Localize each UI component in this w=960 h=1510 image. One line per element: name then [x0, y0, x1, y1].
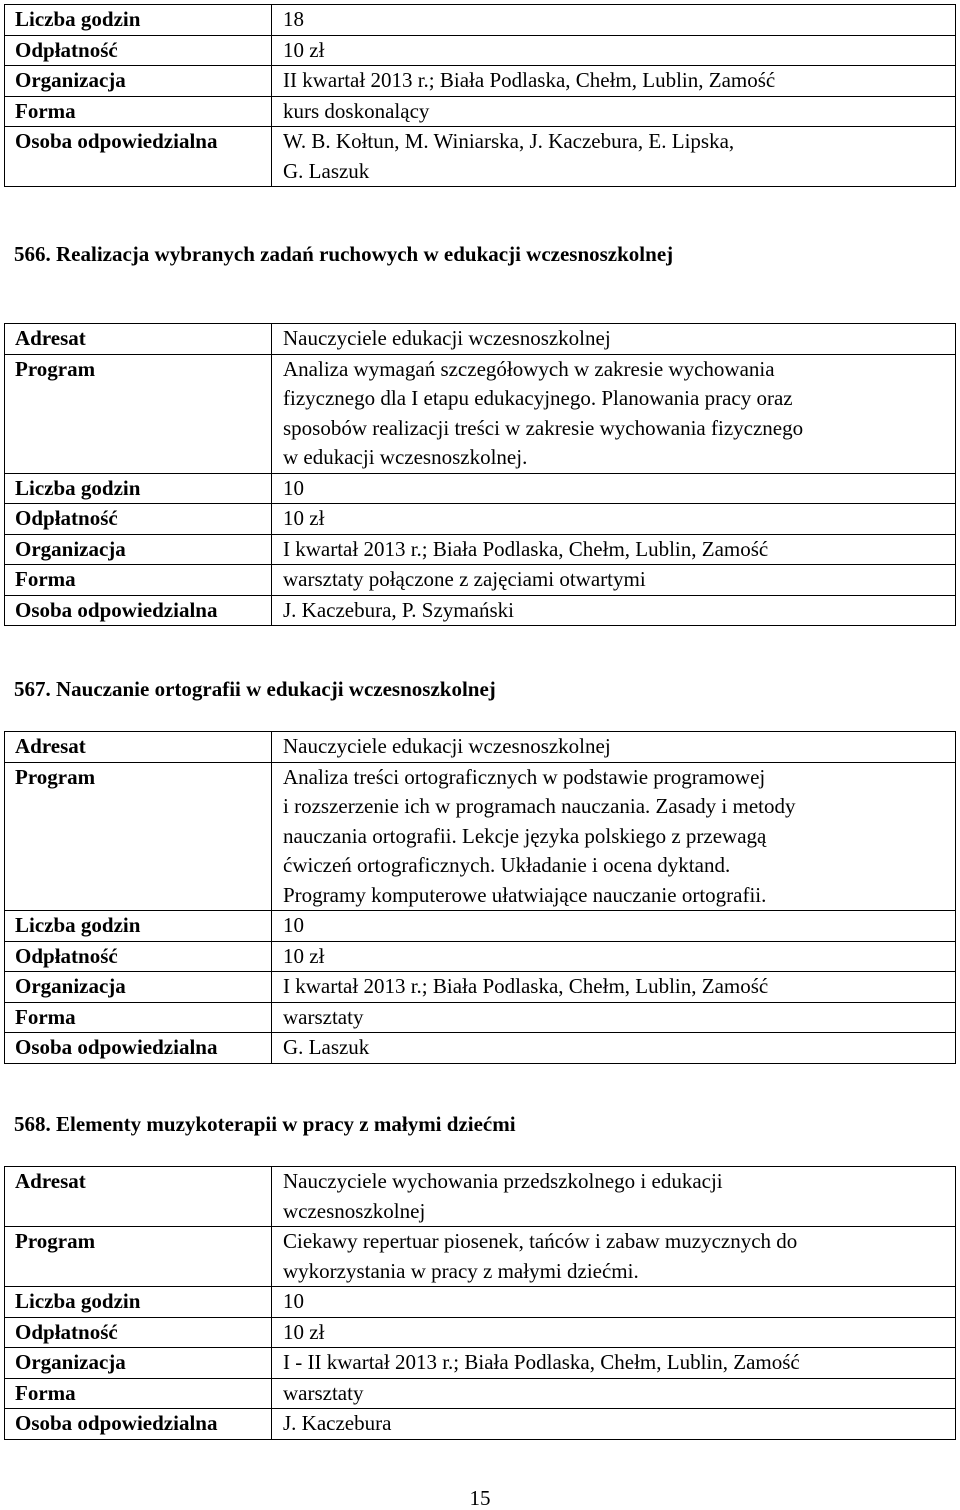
label-liczba-godzin: Liczba godzin	[5, 911, 272, 942]
label-organizacja: Organizacja	[5, 972, 272, 1003]
program-line: w edukacji wczesnoszkolnej.	[283, 445, 528, 469]
label-odplatnosc: Odpłatność	[5, 941, 272, 972]
program-line: Programy komputerowe ułatwiające nauczanie ortografii.	[283, 882, 767, 907]
value-program	[272, 762, 956, 911]
section-number: 566.	[14, 242, 51, 266]
value-liczba-godzin: 10	[272, 911, 956, 942]
value-liczba-godzin: 18	[272, 5, 956, 36]
label-program: Program	[5, 1227, 272, 1287]
value-osoba: G. Laszuk	[272, 1033, 956, 1064]
value-organizacja: I kwartał 2013 r.; Biała Podlaska, Chełm, Lublin, Zamość	[272, 972, 956, 1003]
value-odplatnosc: 10 zł	[272, 941, 956, 972]
section-title-568	[14, 1110, 516, 1138]
label-organizacja: Organizacja	[5, 66, 272, 97]
program-line: wykorzystania w pracy z małymi dziećmi.	[283, 1258, 639, 1283]
label-adresat: Adresat	[5, 732, 272, 763]
value-program	[272, 1227, 956, 1287]
label-odplatnosc: Odpłatność	[5, 504, 272, 535]
program-line: i rozszerzenie ich w programach nauczania. Zasady i metody	[283, 794, 796, 818]
section-title-text: Nauczanie ortografii w edukacji wczesnoszkolnej	[56, 677, 496, 701]
label-odplatnosc: Odpłatność	[5, 1317, 272, 1348]
adresat-line: Nauczyciele wychowania przedszkolnego i edukacji	[283, 1169, 723, 1193]
label-organizacja: Organizacja	[5, 534, 272, 565]
row-osoba	[5, 1033, 956, 1064]
value-forma: warsztaty	[272, 1378, 956, 1409]
row-liczba-godzin	[5, 1287, 956, 1318]
label-osoba: Osoba odpowiedzialna	[5, 1409, 272, 1440]
row-liczba-godzin	[5, 473, 956, 504]
page-number: 15	[469, 1486, 491, 1510]
label-osoba: Osoba odpowiedzialna	[5, 127, 272, 187]
label-liczba-godzin: Liczba godzin	[5, 473, 272, 504]
label-osoba: Osoba odpowiedzialna	[5, 595, 272, 626]
row-organizacja	[5, 1348, 956, 1379]
course-info-table-565	[4, 4, 956, 187]
value-organizacja: I kwartał 2013 r.; Biała Podlaska, Chełm, Lublin, Zamość	[272, 534, 956, 565]
section-title-text: Realizacja wybranych zadań ruchowych w edukacji wczesnoszkolnej	[56, 242, 674, 266]
row-odplatnosc	[5, 35, 956, 66]
label-liczba-godzin: Liczba godzin	[5, 1287, 272, 1318]
row-osoba	[5, 1409, 956, 1440]
row-liczba-godzin	[5, 5, 956, 36]
row-forma	[5, 565, 956, 596]
program-line: Analiza wymagań szczegółowych w zakresie wychowania	[283, 356, 775, 381]
row-odplatnosc	[5, 941, 956, 972]
row-adresat	[5, 1167, 956, 1227]
label-adresat: Adresat	[5, 1167, 272, 1227]
label-organizacja: Organizacja	[5, 1348, 272, 1379]
section-number: 567.	[14, 677, 51, 701]
value-program	[272, 354, 956, 473]
row-osoba	[5, 127, 956, 187]
label-forma: Forma	[5, 565, 272, 596]
value-osoba	[272, 127, 956, 187]
program-line: Ciekawy repertuar piosenek, tańców i zabaw muzycznych do	[283, 1229, 798, 1253]
value-organizacja: I - II kwartał 2013 r.; Biała Podlaska, Chełm, Lublin, Zamość	[272, 1348, 956, 1379]
row-forma	[5, 96, 956, 127]
row-program	[5, 1227, 956, 1287]
row-organizacja	[5, 534, 956, 565]
course-info-table-568	[4, 1166, 956, 1440]
adresat-line: wczesnoszkolnej	[283, 1198, 426, 1223]
program-line: fizycznego dla I etapu edukacyjnego. Planowania pracy oraz	[283, 386, 793, 410]
row-forma	[5, 1002, 956, 1033]
row-program	[5, 762, 956, 911]
row-odplatnosc	[5, 1317, 956, 1348]
label-program: Program	[5, 354, 272, 473]
value-odplatnosc: 10 zł	[272, 504, 956, 535]
value-odplatnosc: 10 zł	[272, 1317, 956, 1348]
value-osoba-line: G. Laszuk	[283, 158, 370, 183]
value-adresat: Nauczyciele edukacji wczesnoszkolnej	[272, 732, 956, 763]
label-adresat: Adresat	[5, 324, 272, 355]
row-organizacja	[5, 972, 956, 1003]
label-odplatnosc: Odpłatność	[5, 35, 272, 66]
course-info-table-566	[4, 323, 956, 626]
row-adresat	[5, 732, 956, 763]
section-number: 568.	[14, 1112, 51, 1136]
value-forma: warsztaty	[272, 1002, 956, 1033]
label-forma: Forma	[5, 1378, 272, 1409]
value-odplatnosc: 10 zł	[272, 35, 956, 66]
value-organizacja: II kwartał 2013 r.; Biała Podlaska, Chełm, Lublin, Zamość	[272, 66, 956, 97]
label-program: Program	[5, 762, 272, 911]
program-line: ćwiczeń ortograficznych. Układanie i ocena dyktand.	[283, 853, 731, 877]
section-title-text: Elementy muzykoterapii w pracy z małymi dziećmi	[56, 1112, 516, 1136]
course-info-table-567	[4, 731, 956, 1064]
value-osoba-line: W. B. Kołtun, M. Winiarska, J. Kaczebura, E. Lipska,	[283, 129, 735, 153]
program-line: sposobów realizacji treści w zakresie wychowania fizycznego	[283, 415, 804, 440]
program-line: nauczania ortografii. Lekcje języka polskiego z przewagą	[283, 823, 767, 848]
label-forma: Forma	[5, 1002, 272, 1033]
value-liczba-godzin: 10	[272, 473, 956, 504]
label-liczba-godzin: Liczba godzin	[5, 5, 272, 36]
row-liczba-godzin	[5, 911, 956, 942]
section-title-566	[14, 240, 673, 268]
value-osoba: J. Kaczebura	[272, 1409, 956, 1440]
value-forma: warsztaty połączone z zajęciami otwartymi	[272, 565, 956, 596]
row-odplatnosc	[5, 504, 956, 535]
label-forma: Forma	[5, 96, 272, 127]
value-adresat: Nauczyciele edukacji wczesnoszkolnej	[272, 324, 956, 355]
label-osoba: Osoba odpowiedzialna	[5, 1033, 272, 1064]
section-title-567	[14, 675, 496, 703]
row-organizacja	[5, 66, 956, 97]
row-osoba	[5, 595, 956, 626]
row-forma	[5, 1378, 956, 1409]
value-osoba: J. Kaczebura, P. Szymański	[272, 595, 956, 626]
value-liczba-godzin: 10	[272, 1287, 956, 1318]
value-adresat	[272, 1167, 956, 1227]
value-forma: kurs doskonalący	[272, 96, 956, 127]
row-program	[5, 354, 956, 473]
program-line: Analiza treści ortograficznych w podstawie programowej	[283, 764, 766, 789]
row-adresat	[5, 324, 956, 355]
